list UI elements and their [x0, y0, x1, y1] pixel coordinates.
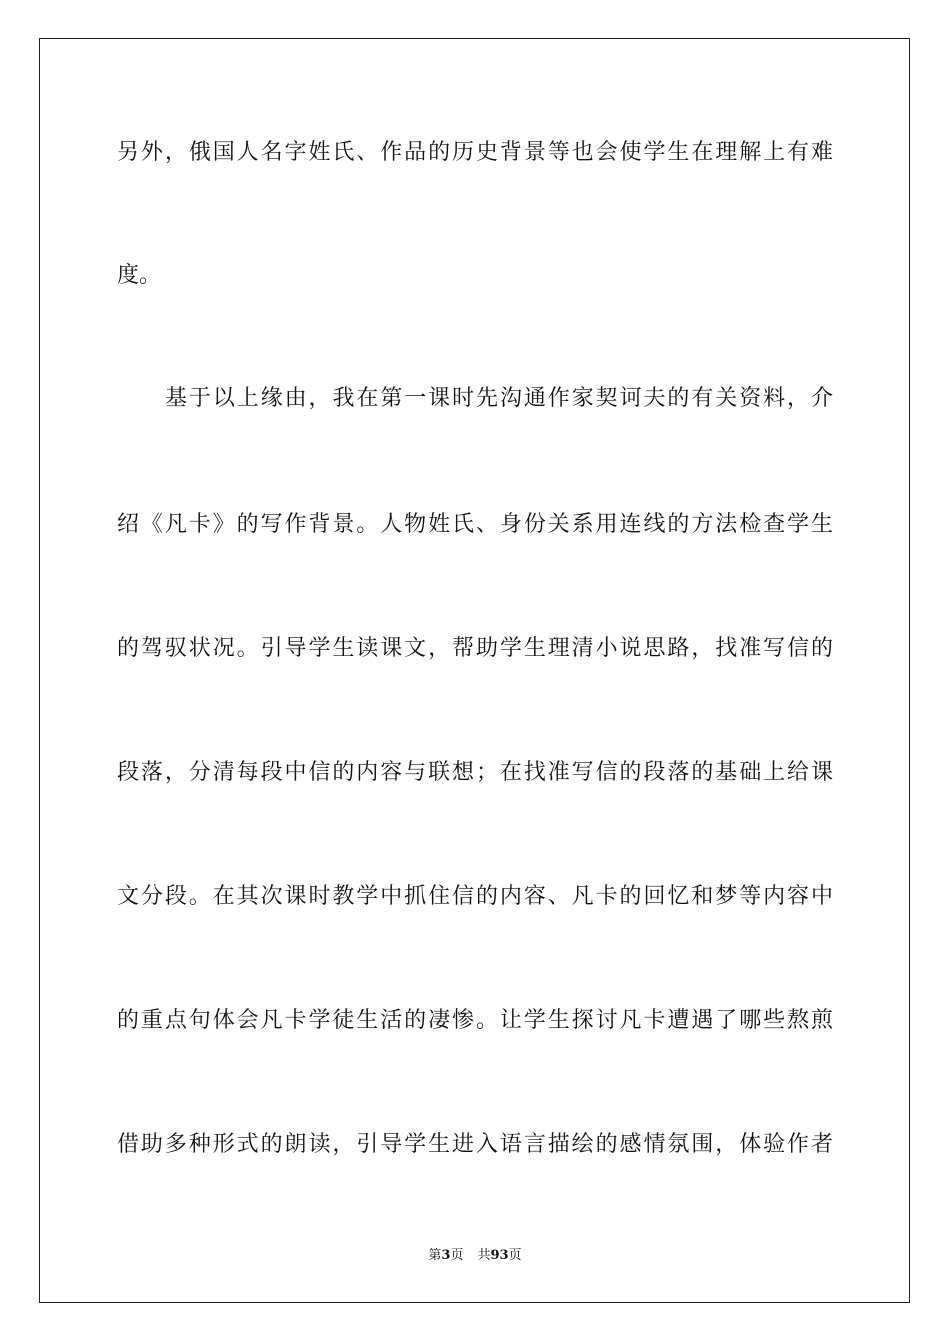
total-prefix: 共	[477, 1248, 491, 1263]
paragraph-line: 的驾驭状况。引导学生读课文，帮助学生理清小说思路，找准写信的	[117, 636, 833, 661]
paragraph-line: 绍《凡卡》的写作背景。人物姓氏、身份关系用连线的方法检查学生	[117, 512, 833, 537]
paragraph-line: 度。	[117, 263, 162, 288]
paragraph-line: 段落，分清每段中信的内容与联想；在找准写信的段落的基础上给课	[117, 760, 833, 785]
paragraph-line: 另外，俄国人名字姓氏、作品的历史背景等也会使学生在理解上有难	[117, 140, 833, 165]
paragraph-line: 借助多种形式的朗读，引导学生进入语言描绘的感情氛围，体验作者	[117, 1132, 833, 1157]
total-pages-number: 93	[490, 1248, 509, 1263]
page-footer	[0, 1248, 950, 1264]
page-border	[39, 38, 910, 1303]
current-page-number: 3	[441, 1248, 451, 1263]
paragraph-line: 文分段。在其次课时教学中抓住信的内容、凡卡的回忆和梦等内容中	[117, 884, 833, 909]
paragraph-line: 基于以上缘由，我在第一课时先沟通作家契诃夫的有关资料，介	[165, 386, 833, 411]
page-prefix: 第	[428, 1248, 442, 1263]
total-suffix: 页	[508, 1248, 522, 1263]
paragraph-line: 的重点句体会凡卡学徒生活的凄惨。让学生探讨凡卡遭遇了哪些熬煎	[117, 1008, 833, 1033]
page-suffix: 页	[450, 1248, 464, 1263]
